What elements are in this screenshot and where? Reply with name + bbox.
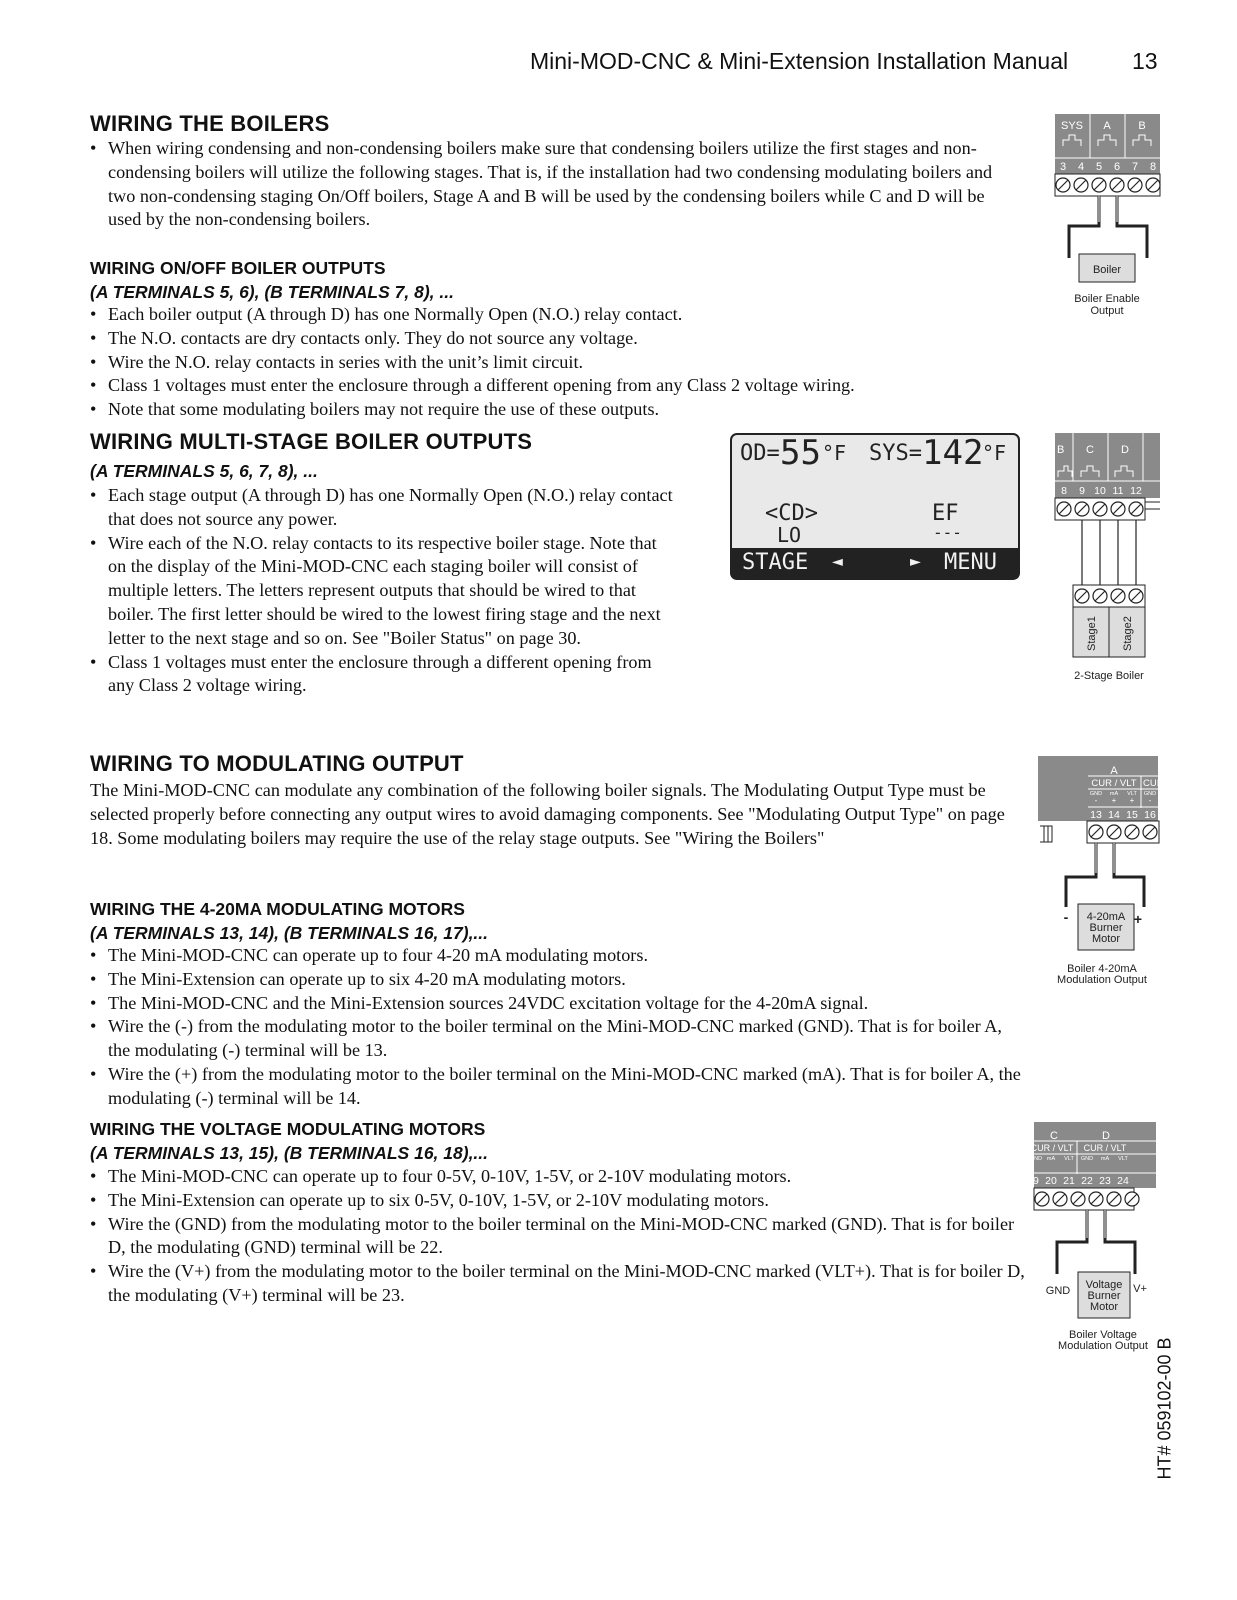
ma-caption-2: Modulation Output — [1057, 974, 1147, 986]
lcd-softkey-menu[interactable]: MENU — [944, 550, 997, 575]
ma-minus: - — [1063, 909, 1069, 925]
two-stage-term-8: 8 — [1061, 485, 1067, 497]
ma-pin-sign-2: + — [1111, 796, 1117, 805]
onoff-terminals: (A TERMINALS 5, 6), (B TERMINALS 7, 8), ... — [90, 282, 454, 302]
ma-device-3: Motor — [1091, 933, 1121, 945]
ma-term-13: 13 — [1090, 809, 1102, 821]
lcd-od-unit: °F — [822, 441, 847, 465]
bullet-onoff-2: • The N.O. contacts are dry contacts only. They do not source any voltage. — [90, 327, 1020, 351]
two-stage-label-b: B — [1057, 444, 1065, 456]
volt-group-c: C — [1050, 1130, 1058, 1142]
lcd-softkey-stage[interactable]: STAGE — [742, 550, 809, 575]
lcd-status-left-bottom: LO — [777, 523, 802, 547]
lcd-od-label: OD= — [740, 441, 780, 466]
bullet-onoff-5: • Note that some modulating boilers may not require the use of these outputs. — [90, 398, 1020, 422]
lcd-right-arrow-icon[interactable]: ► — [910, 551, 921, 572]
volt-caption-2: Modulation Output — [1058, 1340, 1148, 1352]
volt-term-20: 20 — [1045, 1175, 1057, 1187]
lcd-display — [730, 433, 1020, 580]
ma-group-a: A — [1110, 765, 1118, 777]
enable-term-4: 4 — [1077, 161, 1085, 173]
lcd-sys-value: 142 — [922, 433, 984, 473]
enable-term-3: 3 — [1059, 161, 1067, 173]
enable-term-5: 5 — [1095, 161, 1103, 173]
page-number: 13 — [1132, 48, 1158, 74]
ma-pin-vlt: VLT — [1127, 791, 1137, 797]
ma-pin-sign-3: + — [1129, 796, 1135, 805]
volt-term-24: 24 — [1117, 1175, 1129, 1187]
bullet-volt-1: • The Mini-MOD-CNC can operate up to four 0-5V, 0-10V, 1-5V, or 2-10V modulating motors. — [90, 1165, 1025, 1189]
bullet-ma-4: • Wire the (-) from the modulating motor to the boiler terminal on the Mini-MOD-CNC marked (GND). That is for boiler A, the modulating (-) terminal will be 13. — [90, 1015, 1025, 1063]
volt-gnd-label: GND — [1045, 1285, 1071, 1297]
volt-type-c: CUR / VLT — [1030, 1143, 1074, 1153]
two-stage-label-c: C — [1086, 444, 1094, 456]
ma-pin-sign-4: - — [1148, 796, 1152, 805]
enable-device-boiler: Boiler — [1092, 264, 1122, 276]
lcd-softkey-bar — [732, 548, 1018, 578]
lcd-status-right-bottom: --- — [933, 523, 962, 542]
lcd-status-left-top: <CD> — [765, 501, 818, 526]
ma-terminals: (A TERMINALS 13, 14), (B TERMINALS 16, 17),... — [90, 923, 489, 943]
lcd-sys-label: SYS= — [869, 441, 922, 466]
volt-device-3: Motor — [1089, 1301, 1119, 1313]
bullet-volt-4: • Wire the (V+) from the modulating motor to the boiler terminal on the Mini-MOD-CNC marked (VLT+). That is for boiler D, the modulating (V+) terminal will be 23. — [90, 1260, 1025, 1308]
ma-type-curvlt: CUR / VLT — [1091, 778, 1137, 789]
heading-modulating: WIRING TO MODULATING OUTPUT — [90, 751, 464, 776]
bullet-multistage-2: • Wire each of the N.O. relay contacts to its respective boiler stage. Note that on the display of the Mini-MOD-CNC each staging boiler will consist of multiple letters. The letters represent outputs that should be wired to that boiler. The first letter should be wired to the lowest firing stage and the next letter to the next stage and so on. See "Boiler Status" on page 30. — [90, 532, 675, 651]
volt-group-d: D — [1102, 1130, 1110, 1142]
lcd-status-right-top: EF — [932, 501, 959, 526]
bullet-ma-5: • Wire the (+) from the modulating motor to the boiler terminal on the Mini-MOD-CNC marked (mA). That is for boiler A, the modulating (-) terminal will be 14. — [90, 1063, 1025, 1111]
volt-pin-4: GND — [1080, 1156, 1094, 1162]
two-stage-label-d: D — [1121, 444, 1129, 456]
multistage-terminals-text: (A TERMINALS 5, 6, 7, 8), ... — [90, 461, 318, 481]
bullet-ma-3: • The Mini-MOD-CNC and the Mini-Extension sources 24VDC excitation voltage for the 4-20mA signal. — [90, 992, 1025, 1016]
bullet-ma-2: • The Mini-Extension can operate up to six 4-20 mA modulating motors. — [90, 968, 1025, 992]
two-stage-term-9: 9 — [1079, 485, 1085, 497]
ma-type-cur: CUI — [1143, 778, 1160, 789]
volt-term-21: 21 — [1063, 1175, 1075, 1187]
volt-device-1: Voltage — [1085, 1279, 1123, 1291]
two-stage-boiler-diagram — [1055, 433, 1165, 688]
bullet-ma-1: • The Mini-MOD-CNC can operate up to four 4-20 mA modulating motors. — [90, 944, 1025, 968]
enable-term-7: 7 — [1131, 161, 1139, 173]
boiler-enable-diagram — [1055, 114, 1165, 324]
ma-plus: + — [1133, 911, 1143, 927]
volt-vplus-label: V+ — [1133, 1283, 1147, 1295]
running-header-title: Mini-MOD-CNC & Mini-Extension Installation Manual — [530, 48, 1069, 74]
volt-terminals: (A TERMINALS 13, 15), (B TERMINALS 16, 18),... — [90, 1143, 489, 1163]
bullet-onoff-1: • Each boiler output (A through D) has one Normally Open (N.O.) relay contact. — [90, 303, 1020, 327]
volt-caption-1: Boiler Voltage — [1069, 1329, 1137, 1341]
bullet-multistage-1: • Each stage output (A through D) has one Normally Open (N.O.) relay contact that does not source any power. — [90, 484, 675, 532]
heading-voltage-motors — [90, 1117, 488, 1165]
multistage-bullets — [90, 484, 675, 698]
volt-pin-6: VLT — [1118, 1156, 1128, 1162]
volt-bullets — [90, 1165, 1025, 1308]
modulating-paragraph: The Mini-MOD-CNC can modulate any combination of the following boiler signals. The Modulating Output Type must be selected properly before connecting any output wires to avoid damaging components. See "Modulating Output Type" on page 18. Some modulating boilers may require the use of the relay stage outputs. See "Wiring the Boilers" — [90, 780, 1005, 848]
bullet-boilers: • When wiring condensing and non-condensing boilers make sure that condensing boilers utilize the first stages and non-condensing boilers will utilize the following stages. That is, if the installation had two condensing modulating boilers and two non-condensing staging On/Off boilers, Stage A and B will be used by the condensing boilers while C and D will be used by the non-condensing boilers. — [90, 137, 1020, 232]
ma-modulation-diagram — [1038, 756, 1163, 991]
ma-pin-gnd: GND — [1089, 791, 1103, 797]
enable-label-a: A — [1103, 120, 1111, 132]
bullet-multistage-3: • Class 1 voltages must enter the enclosure through a different opening from any Class 2 voltage wiring. — [90, 651, 675, 699]
ma-caption-1: Boiler 4-20mA — [1067, 963, 1137, 975]
two-stage-caption: 2-Stage Boiler — [1074, 670, 1144, 682]
enable-term-6: 6 — [1113, 161, 1121, 173]
voltage-modulation-diagram — [1027, 1122, 1159, 1357]
heading-multistage: WIRING MULTI-STAGE BOILER OUTPUTS — [90, 429, 533, 454]
ma-title: WIRING THE 4-20MA MODULATING MOTORS — [90, 899, 465, 919]
volt-device-2: Burner — [1087, 1290, 1121, 1302]
volt-pin-5: mA — [1100, 1156, 1110, 1162]
bullet-volt-3: • Wire the (GND) from the modulating motor to the boiler terminal on the Mini-MOD-CNC marked (GND). That is for boiler D, the modulating (GND) terminal will be 22. — [90, 1213, 1025, 1261]
ma-pin-sign-1: - — [1094, 796, 1098, 805]
enable-term-8: 8 — [1149, 161, 1157, 173]
ma-term-16: 16 — [1144, 809, 1156, 821]
ma-pin-gnd-2: GND — [1143, 791, 1157, 797]
onoff-title: WIRING ON/OFF BOILER OUTPUTS — [90, 258, 386, 278]
volt-pin-3: VLT — [1064, 1156, 1074, 1162]
lcd-left-arrow-icon[interactable]: ◄ — [832, 551, 843, 572]
two-stage-stage2: Stage2 — [1122, 616, 1134, 651]
heading-ma-motors — [90, 897, 488, 945]
ma-term-15: 15 — [1126, 809, 1138, 821]
ma-device-1: 4-20mA — [1086, 911, 1126, 923]
onoff-bullets — [90, 303, 1020, 422]
volt-term-22: 22 — [1081, 1175, 1093, 1187]
enable-label-b: B — [1138, 120, 1146, 132]
enable-caption-2: Output — [1090, 305, 1124, 317]
lcd-sys-unit: °F — [982, 441, 1007, 465]
volt-pin-2: mA — [1046, 1156, 1056, 1162]
lcd-od-value: 55 — [780, 433, 821, 473]
volt-term-19: 19 — [1027, 1175, 1039, 1187]
two-stage-term-11: 11 — [1112, 485, 1124, 497]
bullet-onoff-3: • Wire the N.O. relay contacts in series with the unit’s limit circuit. — [90, 351, 1020, 375]
two-stage-stage1: Stage1 — [1086, 616, 1098, 651]
two-stage-term-12: 12 — [1130, 485, 1142, 497]
heading-wiring-boilers: WIRING THE BOILERS — [90, 111, 330, 136]
boilers-bullets — [90, 137, 1020, 232]
ma-bullets — [90, 944, 1025, 1111]
bullet-onoff-4: • Class 1 voltages must enter the enclosure through a different opening from any Class 2 voltage wiring. — [90, 374, 1020, 398]
volt-term-23: 23 — [1099, 1175, 1111, 1187]
enable-label-sys: SYS — [1060, 120, 1084, 132]
volt-type-d: CUR / VLT — [1083, 1143, 1127, 1153]
volt-pin-1: GND — [1029, 1156, 1043, 1162]
document-number: HT# 059102-00 B — [1154, 1337, 1175, 1480]
volt-title: WIRING THE VOLTAGE MODULATING MOTORS — [90, 1119, 486, 1139]
bullet-volt-2: • The Mini-Extension can operate up to six 0-5V, 0-10V, 1-5V, or 2-10V modulating motors. — [90, 1189, 1025, 1213]
enable-caption-1: Boiler Enable — [1074, 293, 1140, 305]
ma-device-2: Burner — [1089, 922, 1123, 934]
heading-onoff — [90, 256, 454, 304]
multistage-terminals — [90, 459, 318, 483]
ma-term-14: 14 — [1108, 809, 1120, 821]
two-stage-term-10: 10 — [1094, 485, 1106, 497]
ma-pin-ma: mA — [1109, 791, 1119, 797]
